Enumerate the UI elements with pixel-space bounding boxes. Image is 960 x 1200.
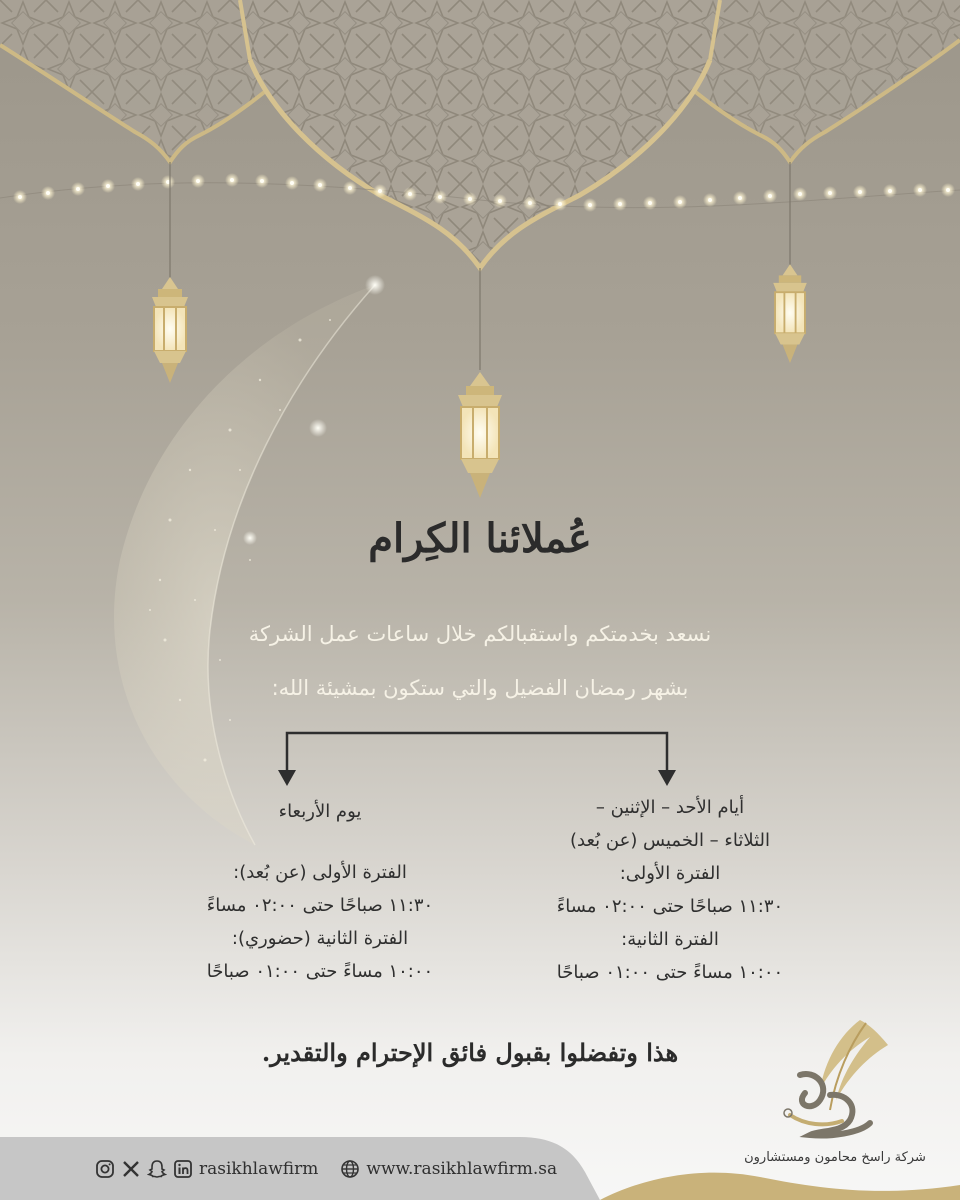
snapchat-icon[interactable]	[147, 1159, 167, 1179]
lantern-icon	[445, 370, 515, 505]
wednesday-first-time: ١١:٣٠ صباحًا حتى ٠٢:٠٠ مساءً	[206, 895, 434, 916]
weekday-first-time: ١١:٣٠ صباحًا حتى ٠٢:٠٠ مساءً	[556, 896, 784, 917]
lantern-icon	[762, 262, 818, 370]
wednesday-first-label: الفترة الأولى (عن بُعد):	[233, 862, 407, 883]
wednesday-second-label: الفترة الثانية (حضوري):	[231, 928, 409, 949]
instagram-icon[interactable]	[95, 1159, 115, 1179]
weekday-second-time: ١٠:٠٠ مساءً حتى ٠١:٠٠ صباحًا	[556, 962, 784, 983]
wednesday-second-time: ١٠:٠٠ مساءً حتى ٠١:٠٠ صباحًا	[206, 961, 434, 982]
linkedin-icon[interactable]	[173, 1159, 193, 1179]
weekday-title-line-1: أيام الأحد – الإثنين –	[595, 797, 745, 818]
closing-text: هذا وتفضلوا بقبول فائق الإحترام والتقدير.	[261, 1038, 679, 1067]
weekday-first-label: الفترة الأولى:	[619, 863, 721, 884]
wednesday-title: يوم الأربعاء	[278, 801, 362, 822]
website-link[interactable]: www.rasikhlawfirm.sa	[366, 1159, 558, 1179]
weekday-schedule	[520, 791, 820, 989]
lantern-icon	[140, 275, 200, 390]
branch-arrows	[270, 724, 690, 788]
page-title: عُملائنا الكِرام	[368, 515, 592, 562]
weekday-title-line-2: الثلاثاء – الخميس (عن بُعد)	[569, 830, 771, 851]
footer-contact-bar	[95, 1154, 557, 1184]
company-name: شركة راسخ محامون ومستشارون	[744, 1150, 926, 1165]
x-icon[interactable]	[121, 1159, 141, 1179]
intro-line-2: بشهر رمضان الفضيل والتي ستكون بمشيئة الله:	[271, 676, 689, 700]
globe-icon	[340, 1159, 360, 1179]
arrow-down-icon	[278, 770, 296, 786]
social-handle[interactable]: rasikhlawfirm	[199, 1159, 319, 1179]
wednesday-schedule	[205, 795, 435, 988]
intro-line-1: نسعد بخدمتكم واستقبالكم خلال ساعات عمل الشركة	[248, 622, 712, 646]
company-logo	[770, 1015, 900, 1155]
arrow-down-icon	[658, 770, 676, 786]
weekday-second-label: الفترة الثانية:	[621, 929, 719, 950]
